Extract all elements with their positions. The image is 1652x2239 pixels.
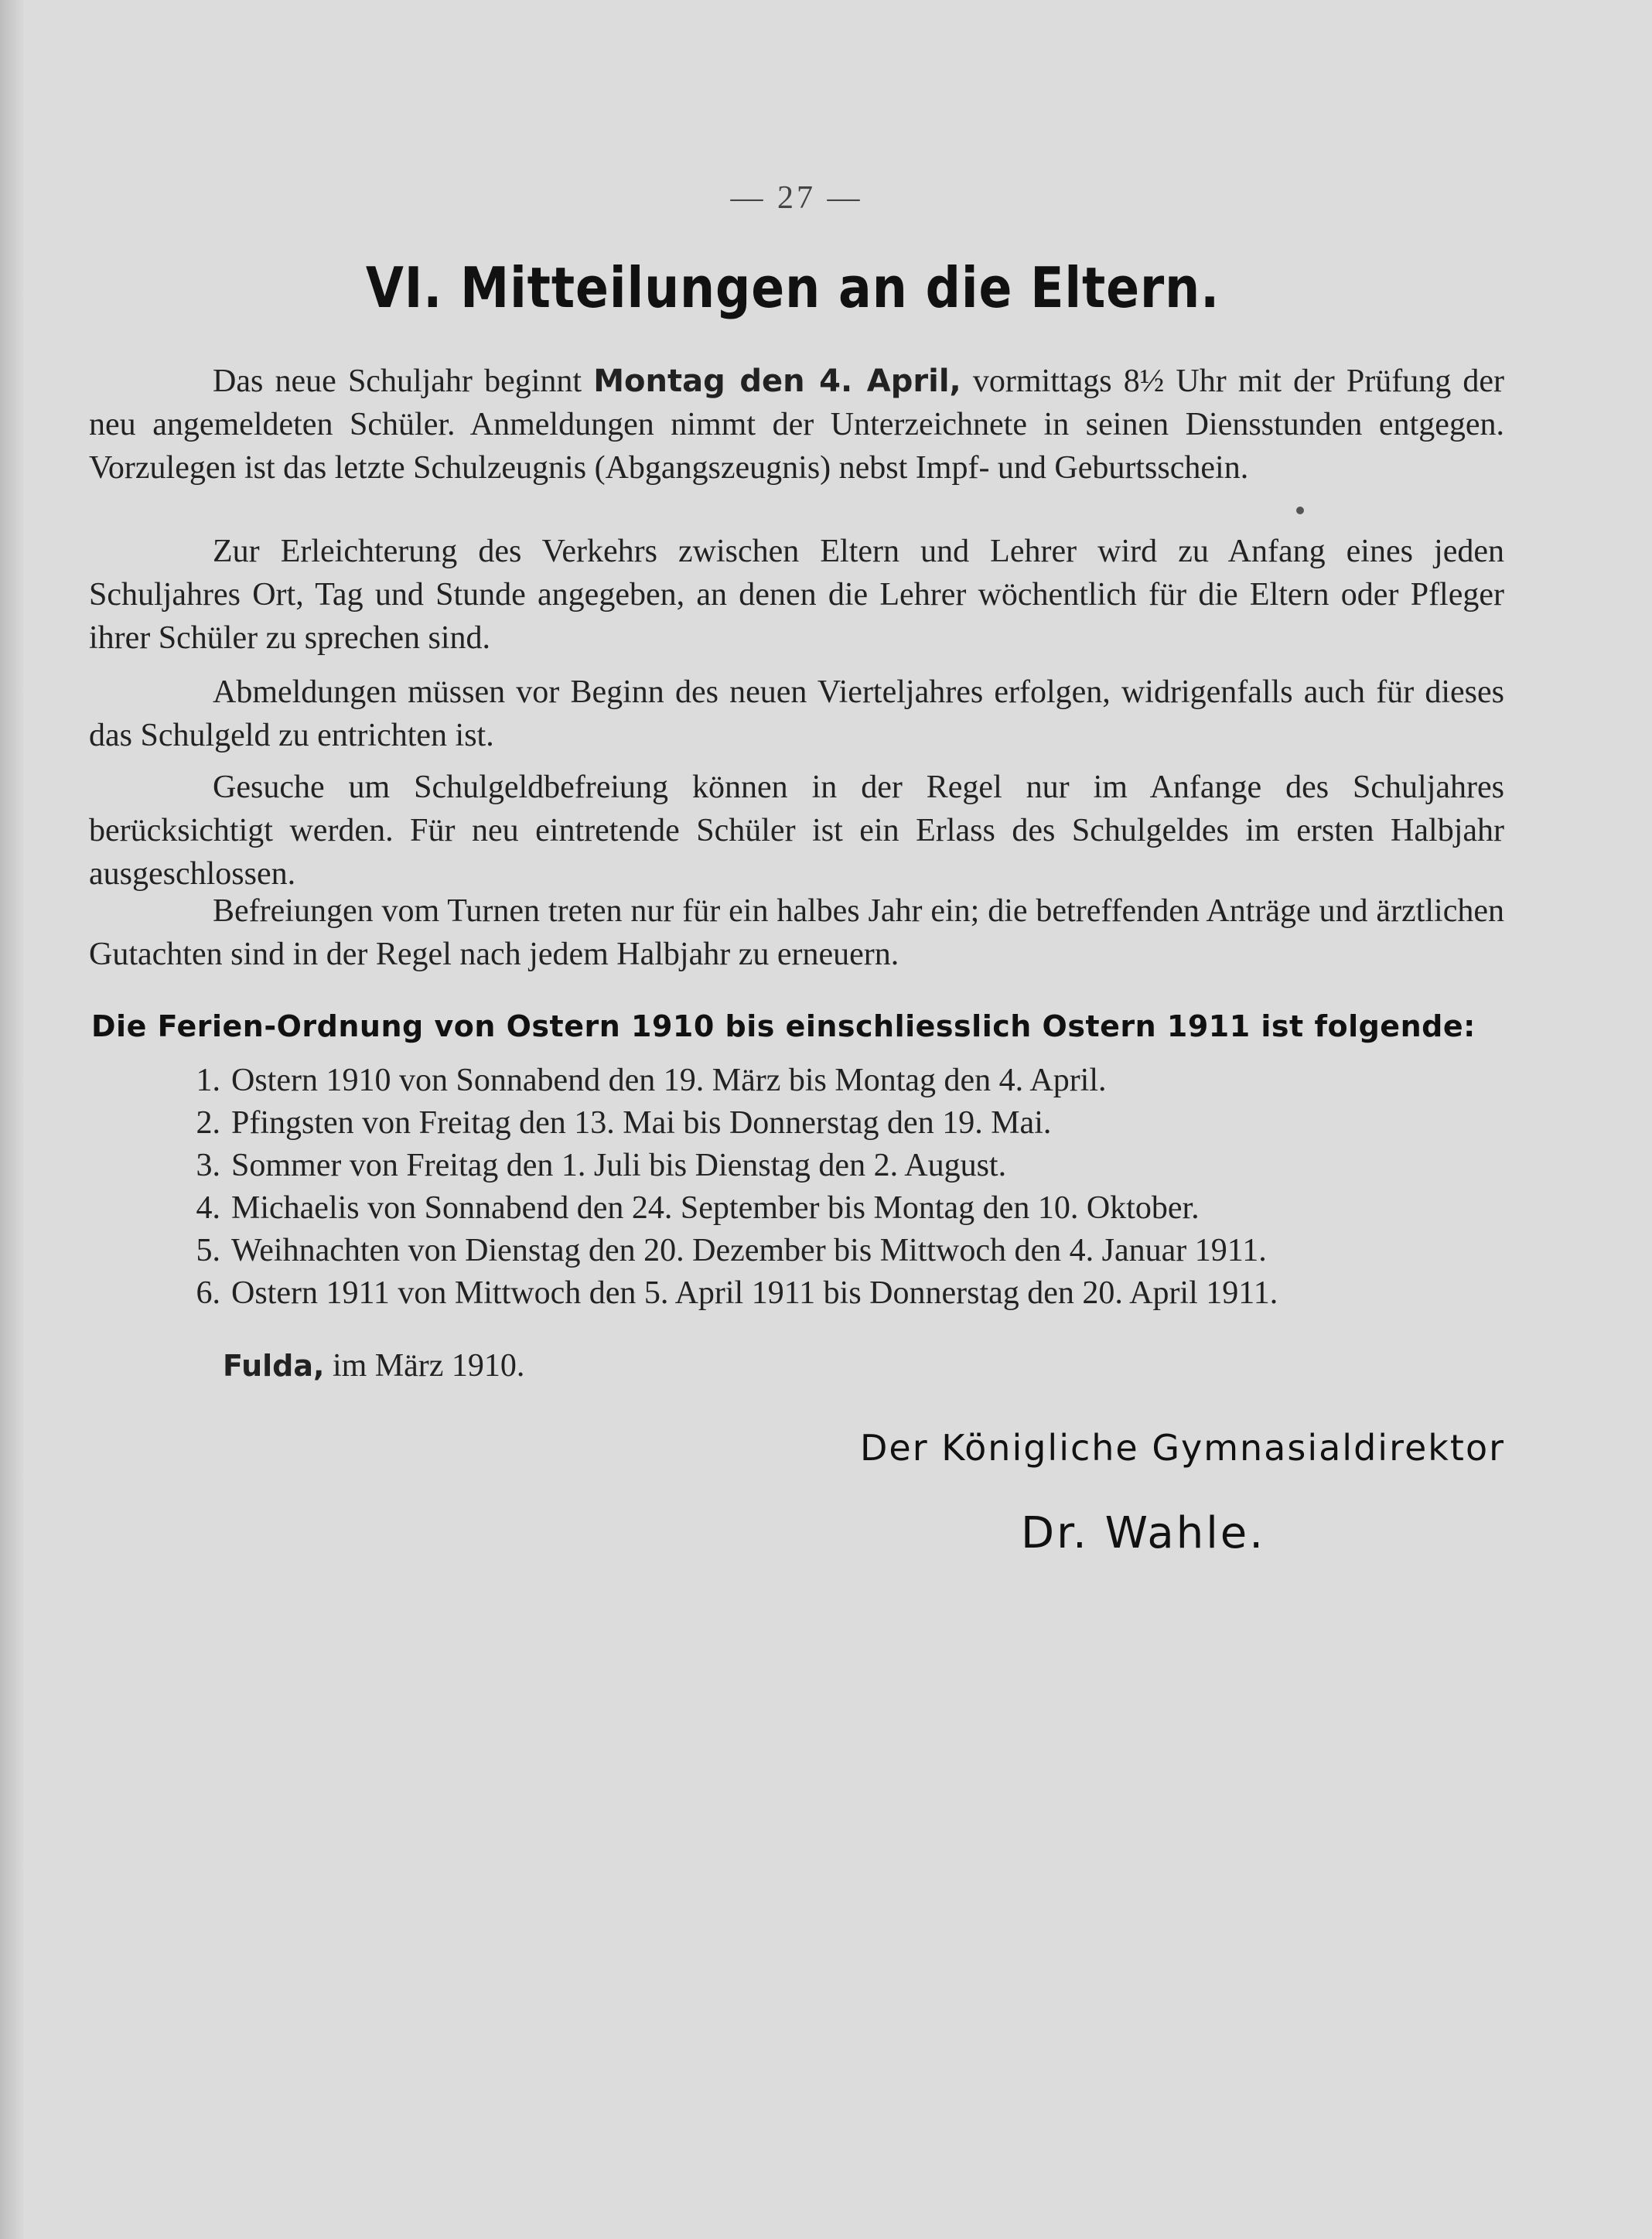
paragraph-text: Befreiungen vom Turnen treten nur für ein halbes Jahr ein; die betreffenden Anträge und ärztlichen Gutachten sind in der Regel nach jedem Halbjahr zu erneuern. xyxy=(89,893,1504,972)
paragraph-text: Das neue Schuljahr beginnt xyxy=(213,363,594,399)
ink-speck xyxy=(1296,507,1304,514)
vacation-list xyxy=(174,1060,1512,1315)
paragraph-consultation xyxy=(89,530,1504,660)
page-number: — 27 — xyxy=(730,180,863,216)
list-item: 5. Weihnachten von Dienstag den 20. Dezember bis Mittwoch den 4. Januar 1911. xyxy=(196,1233,1267,1268)
signature-title: Der Königliche Gymnasialdirektor xyxy=(860,1427,1505,1469)
list-item: 2. Pfingsten von Freitag den 13. Mai bis Donnerstag den 19. Mai. xyxy=(196,1105,1052,1141)
place-date xyxy=(223,1347,524,1384)
list-item: 6. Ostern 1911 von Mittwoch den 5. April 1911 bis Donnerstag den 20. April 1911. xyxy=(196,1275,1278,1311)
vacation-heading: Die Ferien-Ordnung von Ostern 1910 bis einschliesslich Ostern 1911 ist folgende: xyxy=(91,1009,1476,1043)
paragraph-text: vormittags 8½ Uhr mit der Prüfung der neu angemeldeten Schüler. Anmeldungen nimmt der Unterzeichnete in seinen Diensstunden entgegen. Vorzulegen ist das letzte Schulzeugnis (Abgangszeugnis) nebst Impf- und Geburtsschein. xyxy=(89,363,1504,486)
start-date-bold: Montag den 4. April, xyxy=(593,363,961,399)
place: Fulda, xyxy=(223,1349,325,1383)
list-item: 3. Sommer von Freitag den 1. Juli bis Dienstag den 2. August. xyxy=(196,1148,1007,1183)
page-edge-shadow xyxy=(0,0,23,2239)
paragraph-text: Abmeldungen müssen vor Beginn des neuen Vierteljahres erfolgen, widrigenfalls auch für dieses das Schulgeld zu entrichten ist. xyxy=(89,674,1504,753)
paragraph-gym-exemption xyxy=(89,889,1504,976)
paragraph-text: Zur Erleichterung des Verkehrs zwischen Eltern und Lehrer wird zu Anfang eines jeden Schuljahres Ort, Tag und Stunde angegeben, an denen die Lehrer wöchentlich für die Eltern oder Pfleger ihrer Schüler zu sprechen sind. xyxy=(89,534,1504,656)
paragraph-school-start xyxy=(89,360,1504,490)
signature-name: Dr. Wahle. xyxy=(1021,1508,1266,1558)
section-title: VI. Mitteilungen an die Eltern. xyxy=(365,255,1220,320)
list-item: 1. Ostern 1910 von Sonnabend den 19. März bis Montag den 4. April. xyxy=(196,1063,1107,1098)
list-item: 4. Michaelis von Sonnabend den 24. September bis Montag den 10. Oktober. xyxy=(196,1190,1200,1226)
paragraph-text: Gesuche um Schulgeldbefreiung können in der Regel nur im Anfange des Schuljahres berücksichtigt werden. Für neu eintretende Schüler ist ein Erlass des Schulgeldes im ersten Halbjahr ausgeschlossen. xyxy=(89,770,1504,892)
paragraph-deregistration xyxy=(89,671,1504,757)
date: im März 1910. xyxy=(324,1348,525,1384)
paragraph-fee-exemption xyxy=(89,766,1504,896)
